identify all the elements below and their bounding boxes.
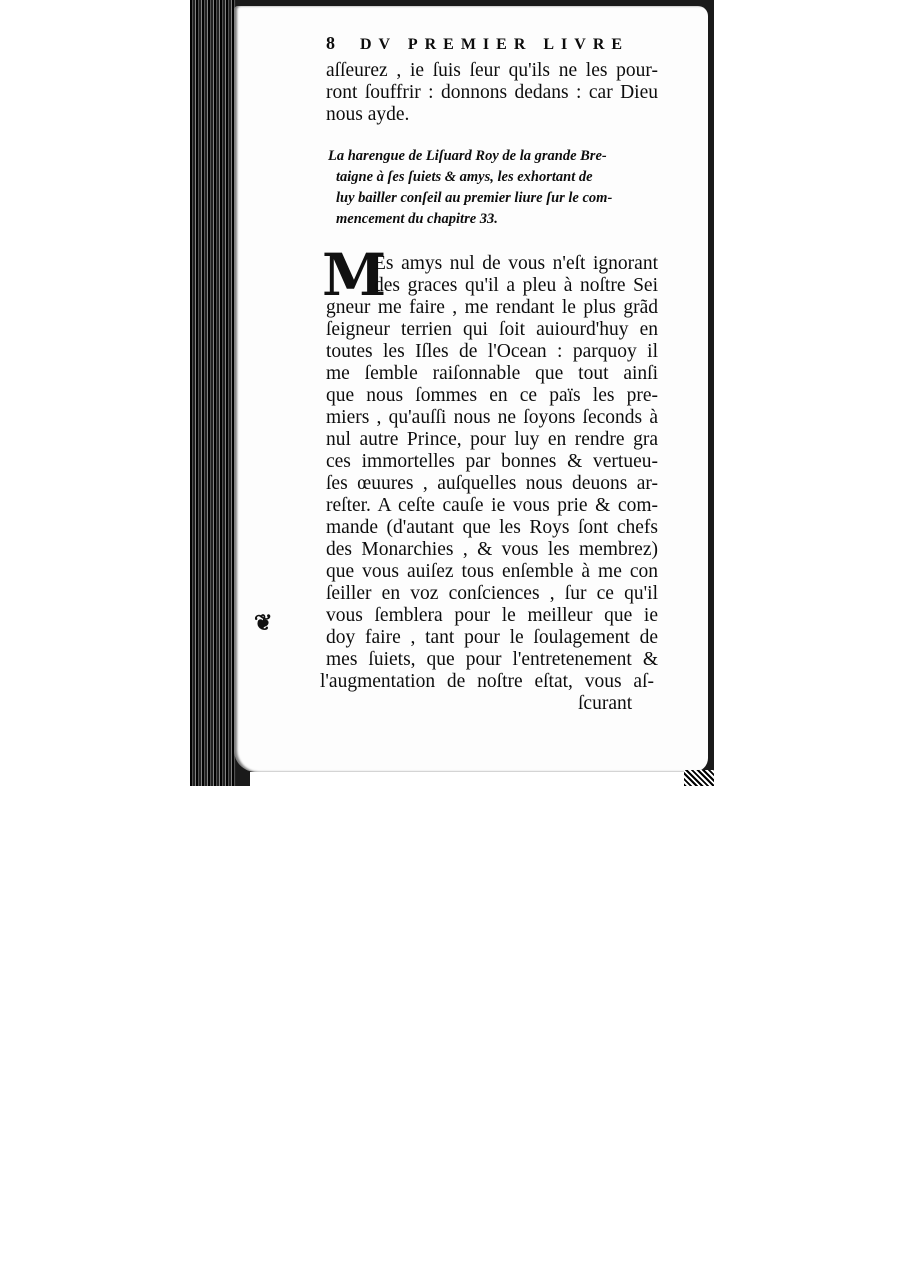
body-line: ſeigneur terrien qui ſoit auiourd'huy en	[326, 319, 658, 340]
body-line: toutes les Iſles de l'Ocean : parquoy il	[326, 341, 658, 362]
rubric-line: taigne à ſes ſuiets & amys, les exhortant de	[336, 169, 593, 185]
drop-cap: M	[322, 241, 387, 309]
body-line: gneur me faire , me rendant le plus grãd	[326, 297, 658, 318]
body-line: que nous ſommes en ce païs les pre-	[326, 385, 658, 406]
rubric-line: mencement du chapitre 33.	[336, 211, 498, 227]
body-line: me ſemble raiſonnable que tout ainſi	[326, 363, 658, 384]
body-line: que vous auiſez tous enſemble à me con	[326, 561, 658, 582]
body-line: des Monarchies , & vous les membrez)	[326, 539, 658, 560]
book-binding-edge	[190, 0, 236, 786]
body-line: des graces qu'il a pleu à noſtre Sei	[374, 275, 658, 296]
body-line: ſes œuures , auſquelles nous deuons ar-	[326, 473, 658, 494]
opening-line: aſſeurez , ie ſuis ſeur qu'ils ne les pour-	[326, 60, 658, 81]
opening-line: nous ayde.	[326, 104, 410, 125]
catchword: ſcurant	[578, 693, 633, 714]
rubric-line: La harengue de Liſuard Roy de la grande Bre-	[328, 148, 607, 164]
body-line: doy faire , tant pour le ſoulagement de	[326, 627, 658, 648]
page-number: 8	[326, 33, 335, 53]
body-line: nul autre Prince, pour luy en rendre gra	[326, 429, 658, 450]
body-line: miers , qu'auſſi nous ne ſoyons ſeconds à	[326, 407, 658, 428]
running-header	[326, 33, 656, 54]
scan-noise-corner	[684, 770, 714, 786]
body-line: Es amys nul de vous n'eſt ignorant	[374, 253, 658, 274]
body-line: ſeiller en voz conſciences , ſur ce qu'il	[326, 583, 658, 604]
margin-ornament-icon: ❦	[254, 610, 273, 636]
body-line: vous ſemblera pour le meilleur que ie	[326, 605, 658, 626]
body-line: mes ſuiets, que pour l'entretenement &	[326, 649, 658, 670]
body-line: l'augmentation de noſtre eſtat, vous aſ-	[320, 671, 654, 692]
body-line: mande (d'autant que les Roys ſont chefs	[326, 517, 658, 538]
body-line: ces immortelles par bonnes & vertueu-	[326, 451, 658, 472]
rubric-line: luy bailler conſeil au premier liure ſur le com-	[336, 190, 613, 206]
page-bottom-edge	[250, 772, 714, 786]
body-line: reſter. A ceſte cauſe ie vous prie & com-	[326, 495, 658, 516]
opening-line: ront ſouffrir : donnons dedans : car Dieu	[326, 82, 658, 103]
running-title: DV PREMIER LIVRE	[360, 36, 630, 53]
